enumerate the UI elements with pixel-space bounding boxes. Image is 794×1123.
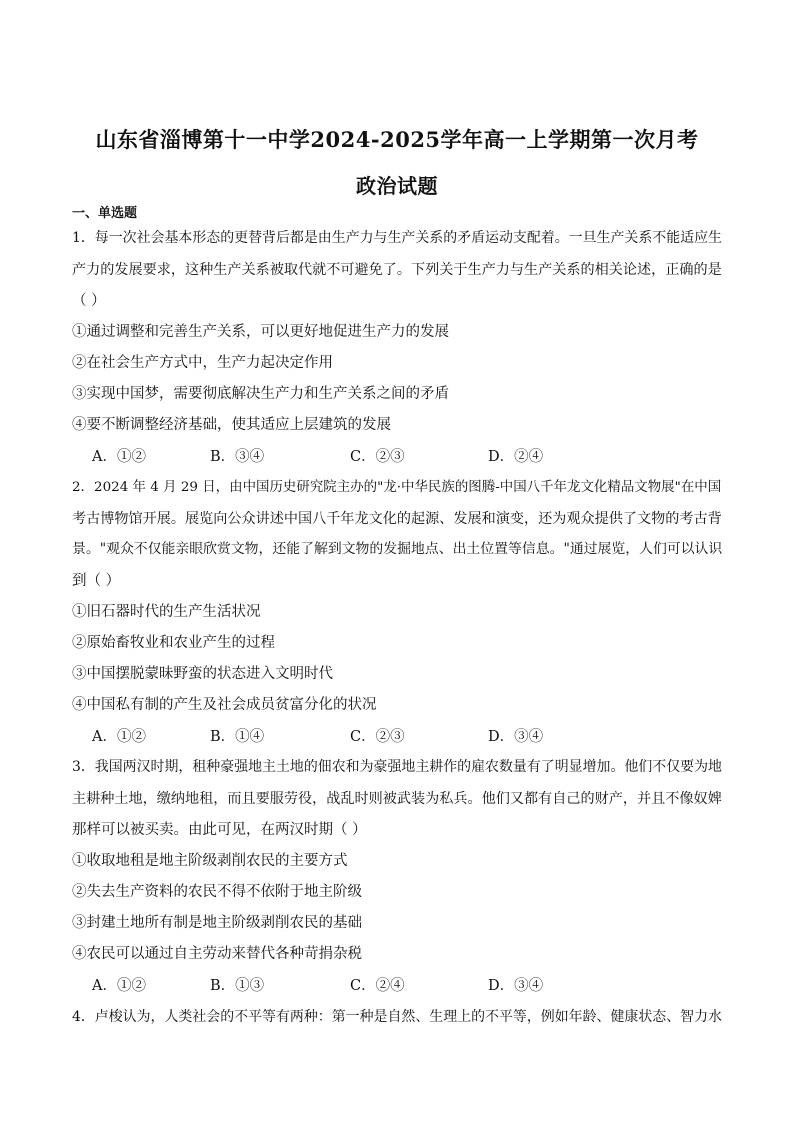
statement-option: ④农民可以通过自主劳动来替代各种苛捐杂税: [72, 946, 362, 962]
question-stem-line: 4．卢梭认为，人类社会的不平等有两种：第一种是自然、生理上的不平等，例如年龄、健康状态、智力水: [72, 1009, 722, 1025]
statement-option: ②失去生产资料的农民不得不依附于地主阶级: [72, 884, 362, 900]
question-stem-line: （ ）: [72, 293, 106, 309]
question-stem-line: 3．我国两汉时期，租种豪强地主土地的佃农和为豪强地主耕作的雇农数量有了明显增加。他们不仅要为地: [72, 759, 722, 775]
document-title: 山东省淄博第十一中学2024-2025学年高一上学期第一次月考: [95, 127, 699, 152]
question-stem-line: 1．每一次社会基本形态的更替背后都是由生产力与生产关系的矛盾运动支配着。一旦生产关系不能适应生: [72, 230, 722, 246]
question-stem-line: 那样可以被买卖。由此可见，在两汉时期（ ）: [72, 822, 367, 838]
statement-option: ①通过调整和完善生产关系，可以更好地促进生产力的发展: [72, 324, 449, 340]
choice-c: C．②④: [350, 978, 405, 994]
choice-c: C．②③: [350, 449, 405, 465]
statement-option: ②在社会生产方式中，生产力起决定作用: [72, 355, 333, 371]
question-stem-line: 到（ ）: [72, 573, 121, 589]
statement-option: ③封建土地所有制是地主阶级剥削农民的基础: [72, 915, 362, 931]
choice-d: D．③④: [488, 729, 544, 745]
question-stem-line: 主耕种土地，缴纳地租，而且要服劳役，战乱时则被武装为私兵。他们又都有自己的财产，并且不像奴婢: [72, 791, 722, 807]
choice-b: B．③④: [210, 449, 265, 465]
question-stem-line: 2．2024 年 4 月 29 日，由中国历史研究院主办的"龙·中华民族的图腾-中国八千年龙文化精品文物展"在中国: [72, 480, 722, 495]
question-stem-line: 产力的发展要求，这种生产关系被取代就不可避免了。下列关于生产力与生产关系的相关论述，正确的是: [72, 262, 722, 278]
question-stem-line: 考古博物馆开展。展览向公众讲述中国八千年龙文化的起源、发展和演变，还为观众提供了文物的考古背: [72, 511, 722, 527]
choice-b: B．①④: [210, 729, 265, 745]
choice-b: B．①③: [210, 978, 265, 994]
choice-d: D．②④: [488, 449, 544, 465]
statement-option: ②原始畜牧业和农业产生的过程: [72, 635, 275, 651]
choice-a: A．①②: [92, 729, 146, 745]
document-subtitle: 政治试题: [356, 174, 438, 198]
statement-option: ④中国私有制的产生及社会成员贫富分化的状况: [72, 697, 377, 713]
choice-a: A．①②: [92, 978, 146, 994]
section-heading: 一、单选题: [72, 206, 138, 221]
statement-option: ④要不断调整经济基础，使其适应上层建筑的发展: [72, 417, 391, 433]
question-stem-line: 景。"观众不仅能亲眼欣赏文物，还能了解到文物的发掘地点、出土位置等信息。"通过展览，人们可以认识: [72, 541, 723, 557]
choice-c: C．②③: [350, 729, 405, 745]
statement-option: ①收取地租是地主阶级剥削农民的主要方式: [72, 853, 348, 869]
statement-option: ①旧石器时代的生产生活状况: [72, 604, 261, 620]
statement-option: ③中国摆脱蒙昧野蛮的状态进入文明时代: [72, 666, 333, 682]
choice-a: A．①②: [92, 449, 146, 465]
choice-d: D．③④: [488, 978, 544, 994]
statement-option: ③实现中国梦，需要彻底解决生产力和生产关系之间的矛盾: [72, 386, 449, 402]
